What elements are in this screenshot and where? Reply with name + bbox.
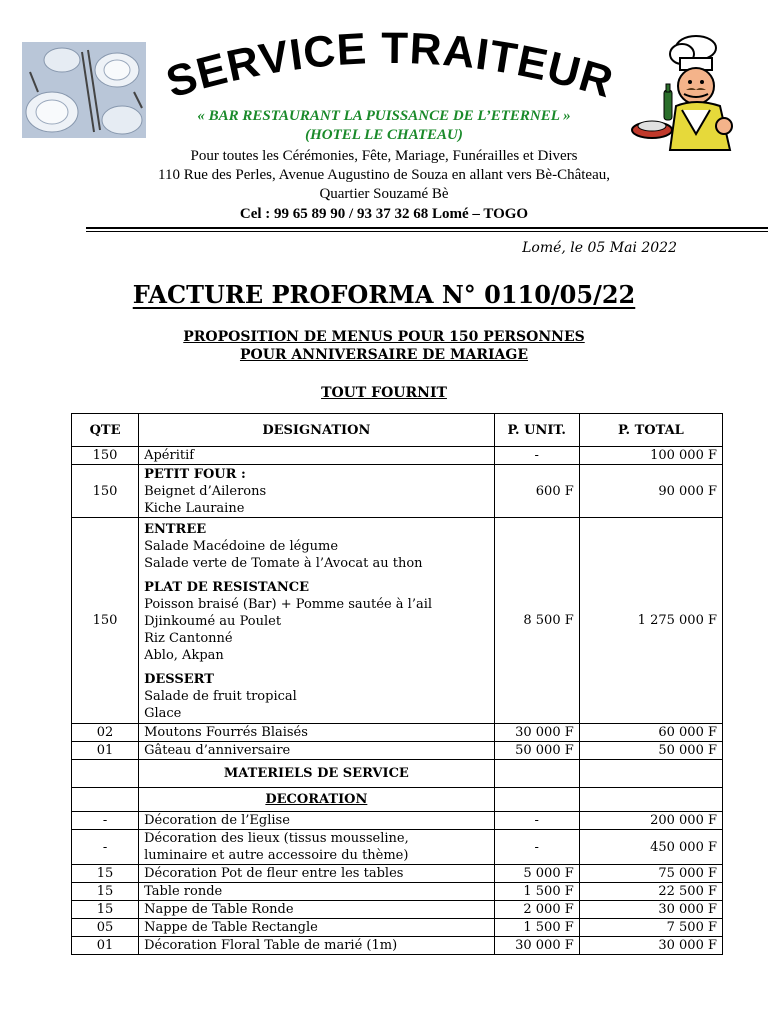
cell-designation: [139, 518, 495, 724]
cell-total-price: 22 500 F: [579, 883, 722, 901]
header-qte: QTE: [72, 414, 139, 447]
cell-unit-price: 600 F: [494, 465, 579, 518]
cell-unit-price: -: [494, 812, 579, 830]
business-name: « BAR RESTAURANT LA PUISSANCE DE L’ETERNEL »: [197, 108, 571, 124]
subtitle-line-3: TOUT FOURNIT: [321, 385, 447, 401]
address-line-1: 110 Rue des Perles, Avenue Augustino de Souza en allant vers Bè-Château,: [158, 167, 610, 183]
table-row: [72, 937, 723, 955]
cell-qte: 02: [72, 724, 139, 742]
cell-designation: Table ronde: [139, 883, 495, 901]
cell-qte: -: [72, 812, 139, 830]
menu-item: Riz Cantonné: [144, 631, 233, 646]
subtitle-line-1: PROPOSITION DE MENUS POUR 150 PERSONNES: [183, 329, 585, 345]
cell-unit-price: 50 000 F: [494, 742, 579, 760]
cell-designation: Moutons Fourrés Blaisés: [139, 724, 495, 742]
header-total-price: P. TOTAL: [579, 414, 722, 447]
plat-heading: PLAT DE RESISTANCE: [144, 580, 310, 595]
cell-total-price: 450 000 F: [579, 830, 722, 865]
cell-qte: -: [72, 830, 139, 865]
menu-item: Salade de fruit tropical: [144, 689, 297, 704]
designation-line: Décoration des lieux (tissus mousseline,: [144, 831, 409, 846]
header-divider: [86, 227, 768, 229]
cell-total-price: 1 275 000 F: [579, 518, 722, 724]
header-unit-price: P. UNIT.: [494, 414, 579, 447]
table-header-row: [72, 414, 723, 447]
cell-unit-price: -: [494, 447, 579, 465]
header-divider-thin: [86, 231, 768, 232]
cell-unit-price: 8 500 F: [494, 518, 579, 724]
section-row: [72, 788, 723, 812]
section-decoration: DECORATION: [139, 788, 495, 812]
cell-designation: Nappe de Table Ronde: [139, 901, 495, 919]
cell-unit-price: 1 500 F: [494, 919, 579, 937]
cell-designation: Gâteau d’anniversaire: [139, 742, 495, 760]
menu-item: Poisson braisé (Bar) + Pomme sautée à l’ail: [144, 597, 433, 612]
cell-qte: 15: [72, 865, 139, 883]
cell-total-price: 200 000 F: [579, 812, 722, 830]
table-row: [72, 447, 723, 465]
menu-item: Salade verte de Tomate à l’Avocat au thon: [144, 556, 423, 571]
menu-item: Beignet d’Ailerons: [144, 483, 267, 499]
table-row: [72, 518, 723, 724]
cell-qte: 01: [72, 937, 139, 955]
subtitle-line-2: POUR ANNIVERSAIRE DE MARIAGE: [239, 347, 529, 363]
cell-designation: Apéritif: [139, 447, 495, 465]
cell-unit-price: 2 000 F: [494, 901, 579, 919]
menu-item: Glace: [144, 706, 182, 721]
document-date: Lomé, le 05 Mai 2022: [522, 240, 677, 256]
table-row: [72, 742, 723, 760]
section-materiels: MATERIELS DE SERVICE: [139, 760, 495, 788]
address-line-2: Quartier Souzamé Bè: [319, 186, 449, 202]
table-row: [72, 865, 723, 883]
invoice-title: FACTURE PROFORMA N° 0110/05/22: [132, 280, 636, 309]
cell-qte: 05: [72, 919, 139, 937]
cell-unit-price: 1 500 F: [494, 883, 579, 901]
cell-total-price: 75 000 F: [579, 865, 722, 883]
cell-total-price: 30 000 F: [579, 901, 722, 919]
section-row: [72, 760, 723, 788]
cell-total-price: 30 000 F: [579, 937, 722, 955]
menu-item: Salade Macédoine de légume: [144, 539, 339, 554]
table-row: [72, 883, 723, 901]
service-traiteur-title: [150, 30, 630, 110]
cell-total-price: 60 000 F: [579, 724, 722, 742]
cell-designation: [139, 830, 495, 865]
cell-total-price: 50 000 F: [579, 742, 722, 760]
petit-four-heading: PETIT FOUR :: [144, 466, 246, 482]
cell-qte: 150: [72, 518, 139, 724]
cell-designation: Décoration Pot de fleur entre les tables: [139, 865, 495, 883]
cell-total-price: 90 000 F: [579, 465, 722, 518]
cell-unit-price: 5 000 F: [494, 865, 579, 883]
cell-designation: Décoration Floral Table de marié (1m): [139, 937, 495, 955]
cell-qte: 150: [72, 465, 139, 518]
table-row: [72, 724, 723, 742]
services-line: Pour toutes les Cérémonies, Fête, Mariage, Funérailles et Divers: [190, 148, 578, 164]
cell-total-price: 100 000 F: [579, 447, 722, 465]
entree-heading: ENTREE: [144, 522, 207, 537]
invoice-table: [71, 413, 723, 955]
contact-line: Cel : 99 65 89 90 / 93 37 32 68 Lomé – TOGO: [239, 206, 529, 222]
cell-qte: 150: [72, 447, 139, 465]
table-row: [72, 919, 723, 937]
cell-designation: Nappe de Table Rectangle: [139, 919, 495, 937]
cell-qte: 15: [72, 901, 139, 919]
cell-qte: 15: [72, 883, 139, 901]
menu-item: Kiche Lauraine: [144, 500, 245, 516]
table-row: [72, 830, 723, 865]
cell-designation: [139, 465, 495, 518]
designation-line: luminaire et autre accessoire du thème): [144, 848, 409, 863]
cell-unit-price: 30 000 F: [494, 937, 579, 955]
table-row: [72, 465, 723, 518]
svg-text:SERVICE TRAITEUR: SERVICE TRAITEUR: [160, 30, 620, 108]
hotel-name: (HOTEL LE CHATEAU): [305, 127, 463, 143]
dessert-heading: DESSERT: [144, 672, 214, 687]
table-row: [72, 901, 723, 919]
cell-designation: Décoration de l’Eglise: [139, 812, 495, 830]
menu-item: Djinkoumé au Poulet: [144, 614, 282, 629]
menu-item: Ablo, Akpan: [144, 648, 224, 663]
header-designation: DESIGNATION: [139, 414, 495, 447]
cell-unit-price: -: [494, 830, 579, 865]
cell-unit-price: 30 000 F: [494, 724, 579, 742]
cell-total-price: 7 500 F: [579, 919, 722, 937]
table-row: [72, 812, 723, 830]
cell-qte: 01: [72, 742, 139, 760]
